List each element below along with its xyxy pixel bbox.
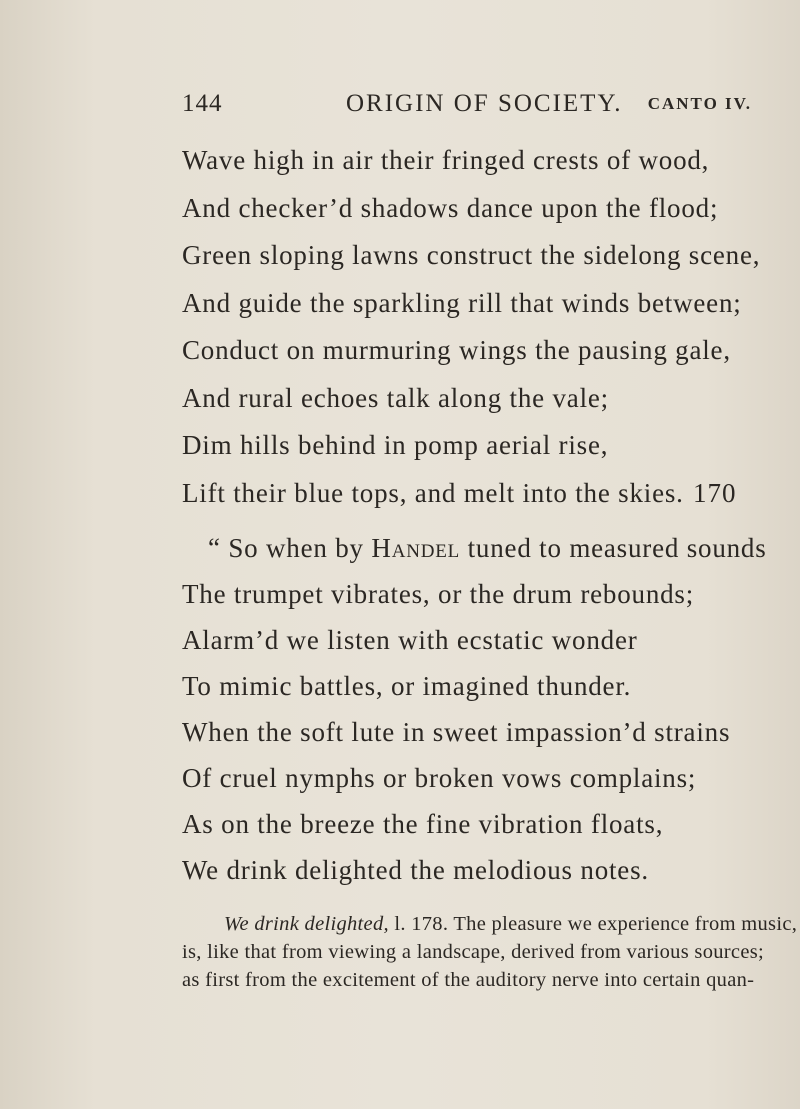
verse-line: As on the breeze the fine vibration floats,	[182, 809, 664, 839]
footnote	[182, 910, 798, 994]
verse-line: We drink delighted the melodious notes.	[182, 855, 649, 885]
verse-line: Alarm’d we listen with ecstatic wonder	[182, 625, 638, 655]
stanza-2	[182, 525, 767, 893]
verse-line: To mimic battles, or imagined thunder.	[182, 671, 632, 701]
footnote-reference: We drink delighted,	[224, 913, 389, 935]
verse-line: When the soft lute in sweet impassion’d strains	[182, 717, 731, 747]
line-number: 170	[693, 477, 737, 508]
footnote-line: as first from the excitement of the auditory nerve into certain quan-	[182, 969, 755, 991]
page-header	[182, 90, 752, 130]
composer-name: Handel	[371, 533, 461, 563]
verse-text-before: “ So when by	[208, 533, 372, 563]
stanza-1	[182, 137, 761, 517]
verse-text-after: tuned to measured sounds	[460, 533, 767, 563]
verse-line-with-number	[182, 470, 742, 518]
verse-line: And rural echoes talk along the vale;	[182, 382, 609, 413]
footnote-line: is, like that from viewing a landscape, derived from various sources;	[182, 941, 765, 963]
footnote-text: l. 178. The pleasure we experience from music,	[388, 913, 798, 935]
verse-line-opening	[182, 525, 767, 571]
canto-label: CANTO IV.	[647, 94, 752, 113]
verse-line: Conduct on murmuring wings the pausing gale,	[182, 335, 731, 365]
verse-line: Of cruel nymphs or broken vows complains;	[182, 763, 697, 793]
verse-line: Green sloping lawns construct the sidelong scene,	[182, 240, 761, 270]
verse-line: Wave high in air their fringed crests of wood,	[182, 145, 710, 175]
page-number: 144	[182, 90, 223, 117]
footnote-line	[182, 910, 798, 938]
verse-text: Lift their blue tops, and melt into the skies.	[182, 477, 684, 508]
verse-line: Dim hills behind in pomp aerial rise,	[182, 430, 609, 460]
verse-line: And guide the sparkling rill that winds between;	[182, 287, 742, 318]
running-title: ORIGIN OF SOCIETY.	[346, 90, 623, 117]
verse-line: The trumpet vibrates, or the drum rebounds;	[182, 579, 695, 609]
verse-line: And checker’d shadows dance upon the flood;	[182, 192, 719, 223]
